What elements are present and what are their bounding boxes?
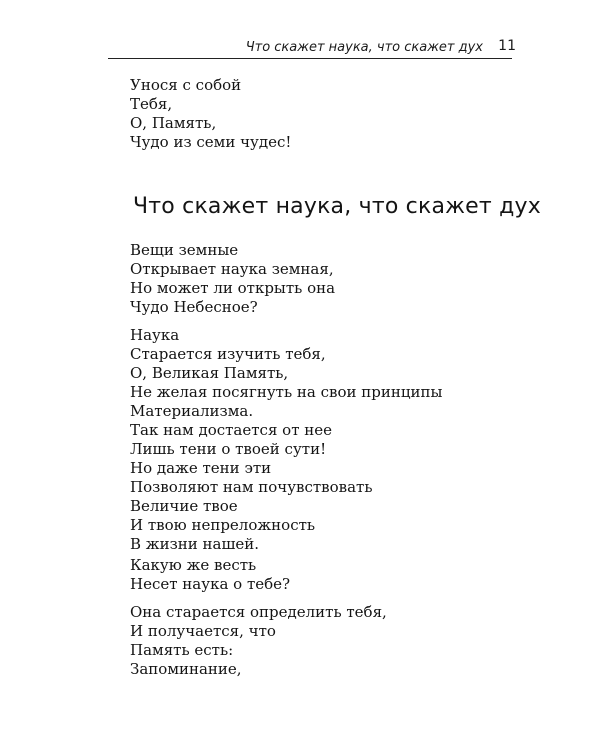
poem-line: В жизни нашей. — [130, 535, 260, 553]
poem-line: Но может ли открыть она — [130, 279, 336, 297]
poem-line: Лишь тени о твоей сути! — [130, 440, 327, 458]
poem-line: О, Память, — [130, 114, 217, 132]
stanza-3 — [130, 556, 290, 594]
poem-line: Тебя, — [130, 95, 173, 113]
poem-line: Она старается определить тебя, — [130, 603, 387, 621]
poem-line: Старается изучить тебя, — [130, 345, 326, 363]
stanza-intro — [130, 76, 291, 152]
section-title: Что скажет наука, что скажет дух — [133, 194, 541, 219]
poem-line: Память есть: — [130, 641, 234, 659]
poem-line: Материализма. — [130, 402, 254, 420]
poem-line: Чудо из семи чудес! — [130, 133, 292, 151]
running-title: Что скажет наука, что скажет дух — [245, 40, 483, 55]
poem-line: Но даже тени эти — [130, 459, 272, 477]
poem-line: Так нам достается от нее — [130, 421, 333, 439]
poem-line: И получается, что — [130, 622, 276, 640]
poem-line: Величие твое — [130, 497, 238, 515]
poem-line: О, Великая Память, — [130, 364, 289, 382]
poem-line: Наука — [130, 326, 180, 344]
poem-line: И твою непреложность — [130, 516, 316, 534]
poem-line: Чудо Небесное? — [130, 298, 258, 316]
poem-line: Несет наука о тебе? — [130, 575, 291, 593]
poem-line: Унося с собой — [130, 76, 242, 94]
page-number: 11 — [498, 38, 516, 54]
poem-line: Открывает наука земная, — [130, 260, 334, 278]
poem-line: Позволяют нам почувствовать — [130, 478, 373, 496]
poem-line: Не желая посягнуть на свои принципы — [130, 383, 443, 401]
stanza-4 — [130, 603, 387, 679]
stanza-1 — [130, 241, 335, 317]
poem-line: Запоминание, — [130, 660, 242, 678]
poem-line: Вещи земные — [130, 241, 239, 259]
poem-line: Какую же весть — [130, 556, 257, 574]
header-rule — [108, 58, 512, 59]
stanza-2 — [130, 326, 442, 554]
